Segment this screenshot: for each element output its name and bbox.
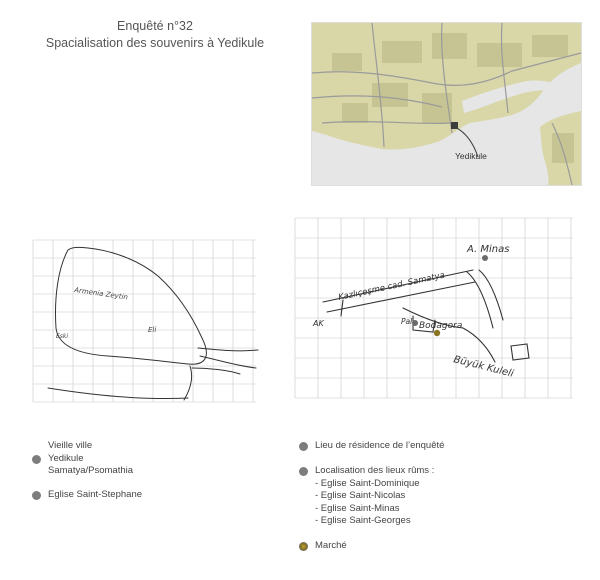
market-dot-icon: [299, 542, 308, 551]
church-location-dot: [412, 320, 418, 326]
urban-block: [477, 43, 522, 67]
legend-label: Vieille ville: [48, 440, 93, 451]
legend-label: Samatya/Psomathia: [48, 465, 134, 476]
legend-right: [297, 440, 587, 560]
sketch-word: Pal: [401, 317, 413, 326]
location-map: [311, 22, 582, 186]
church-location-dot: [482, 255, 488, 261]
old-city-outline: [56, 247, 207, 364]
sketch-word: Eli: [148, 326, 157, 334]
sketch-word: Bodagora: [419, 321, 463, 331]
legend-list-item: - Eglise Saint-Dominique: [315, 477, 420, 489]
legend-label: Eglise Saint-Stephane: [48, 489, 143, 500]
legend-label: Localisation des lieux rûms :: [315, 465, 435, 476]
urban-block: [552, 133, 574, 163]
legend-list-item: - Eglise Saint-Minas: [315, 502, 400, 514]
grid-lines: [33, 240, 256, 402]
sketch-handwriting: [312, 244, 515, 380]
sketch-panel-left: [18, 228, 263, 418]
grey-dot-icon: [32, 455, 41, 464]
urban-block: [422, 93, 452, 123]
sketch-word: Büyük Kuleli: [452, 354, 515, 380]
legend-label: Marché: [315, 540, 347, 551]
urban-block: [532, 35, 568, 57]
grey-dot-icon: [299, 442, 308, 451]
shoreline: [48, 388, 188, 399]
sketch-street: [467, 272, 493, 328]
location-marker-label: Yedikule: [455, 151, 487, 161]
urban-block: [382, 41, 422, 63]
legend-left: [30, 440, 270, 510]
sketch-panel-right: [283, 208, 583, 418]
location-marker: [451, 122, 458, 129]
legend-list-item: - Eglise Saint-Nicolas: [315, 490, 406, 501]
urban-block: [342, 103, 368, 123]
sketch-word: AK: [313, 319, 324, 328]
grey-dot-icon: [299, 467, 308, 476]
urban-block: [432, 33, 467, 59]
sketch-word: Armenia Zeytin: [73, 286, 129, 302]
grid-lines: [295, 218, 573, 398]
urban-block: [332, 53, 362, 71]
legend-label: Yedikule: [48, 452, 84, 464]
sketch-right-graphic: [283, 208, 583, 413]
sketch-street: [403, 308, 495, 362]
survey-number: Enquêté n°32: [117, 19, 193, 33]
title-block: [20, 18, 290, 52]
sketch-word: Eski: [56, 333, 69, 340]
sketch-block: [511, 344, 529, 360]
legend-list-item: - Eglise Saint-Georges: [315, 515, 411, 526]
grey-dot-icon: [32, 491, 41, 500]
sketch-left-graphic: [18, 228, 263, 413]
sketch-road: [184, 366, 192, 400]
location-map-graphic: [312, 23, 581, 185]
sketch-word: A. Minas: [467, 244, 510, 255]
legend-label: Lieu de résidence de l’enquêté: [315, 440, 445, 451]
page-title: Spacialisation des souvenirs à Yedikule: [45, 36, 265, 50]
sketch-road: [198, 348, 258, 351]
sketch-word: Kazlıçeşme cad. Samatya: [337, 270, 446, 303]
urban-block: [372, 83, 408, 107]
